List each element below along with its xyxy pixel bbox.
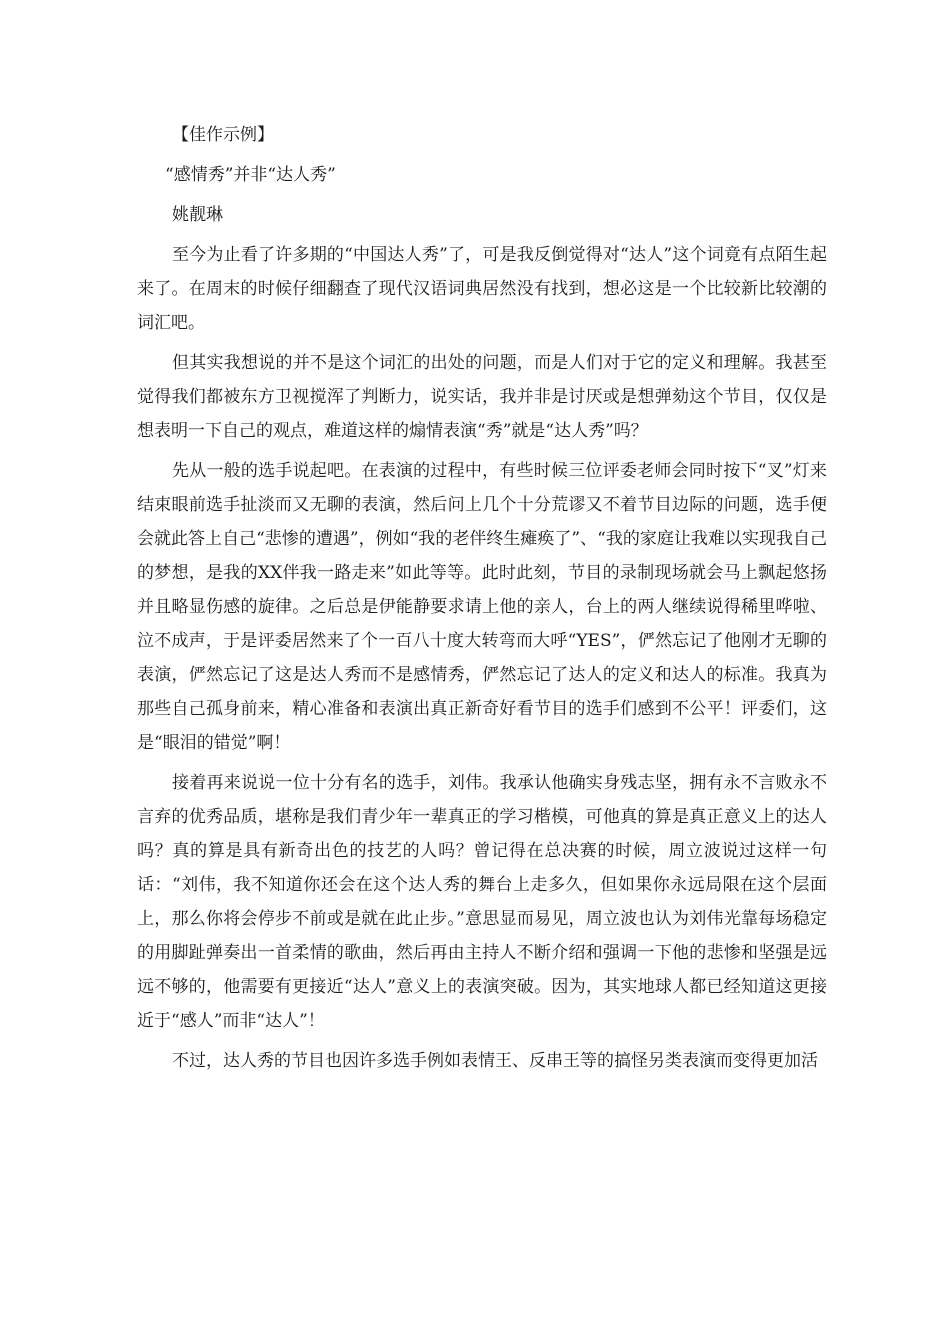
document-body — [137, 118, 827, 1078]
article-title: “感情秀”并非“达人秀” — [165, 165, 336, 185]
article-author: 姚靓琳 — [172, 205, 223, 225]
paragraph-3: 先从一般的选手说起吧。在表演的过程中，有些时候三位评委老师会同时按下“叉”灯来结束眼前选手扯淡而又无聊的表演，然后问上几个十分荒谬又不着节目边际的问题，选手便会就此答上自己“悲惨的遭遇”，例如“我的老伴终生瘫痪了”、“我的家庭让我难以实现我自己的梦想，是我的XX伴我一路走来”如此等等。此时此刻，节目的录制现场就会马上飘起悠扬并且略显伤感的旋律。之后总是伊能静要求请上他的亲人，台上的两人继续说得稀里哗啦、泣不成声，于是评委居然来了个一百八十度大转弯而大呼“YES”，俨然忘记了他刚才无聊的表演，俨然忘记了这是达人秀而不是感情秀，俨然忘记了达人的定义和达人的标准。我真为那些自己孤身前来，精心准备和表演出真正新奇好看节目的选手们感到不公平！评委们，这是“眼泪的错觉”啊！ — [137, 461, 827, 753]
paragraph-5: 不过，达人秀的节目也因许多选手例如表情王、反串王等的搞怪另类表演而变得更加活 — [172, 1051, 818, 1071]
paragraph-2: 但其实我想说的并不是这个词汇的出处的问题，而是人们对于它的定义和理解。我甚至觉得我们都被东方卫视搅浑了判断力，说实话，我并非是讨厌或是想弹劾这个节目，仅仅是想表明一下自己的观点，难道这样的煽情表演“秀”就是“达人秀”吗？ — [137, 353, 827, 441]
paragraph-4: 接着再来说说一位十分有名的选手，刘伟。我承认他确实身残志坚，拥有永不言败永不言弃的优秀品质，堪称是我们青少年一辈真正的学习楷模，可他真的算是真正意义上的达人吗？真的算是具有新奇出色的技艺的人吗？曾记得在总决赛的时候，周立波说过这样一句话：“刘伟，我不知道你还会在这个达人秀的舞台上走多久，但如果你永远局限在这个层面上，那么你将会停步不前或是就在此止步。”意思显而易见，周立波也认为刘伟光靠每场稳定的用脚趾弹奏出一首柔情的歌曲，然后再由主持人不断介绍和强调一下他的悲惨和坚强是远远不够的，他需要有更接近“达人”意义上的表演突破。因为，其实地球人都已经知道这更接近于“感人”而非“达人”！ — [137, 773, 827, 1031]
section-label: 【佳作示例】 — [172, 125, 274, 145]
paragraph-1: 至今为止看了许多期的“中国达人秀”了，可是我反倒觉得对“达人”这个词竟有点陌生起来了。在周末的时候仔细翻查了现代汉语词典居然没有找到，想必这是一个比较新比较潮的词汇吧。 — [137, 245, 827, 333]
